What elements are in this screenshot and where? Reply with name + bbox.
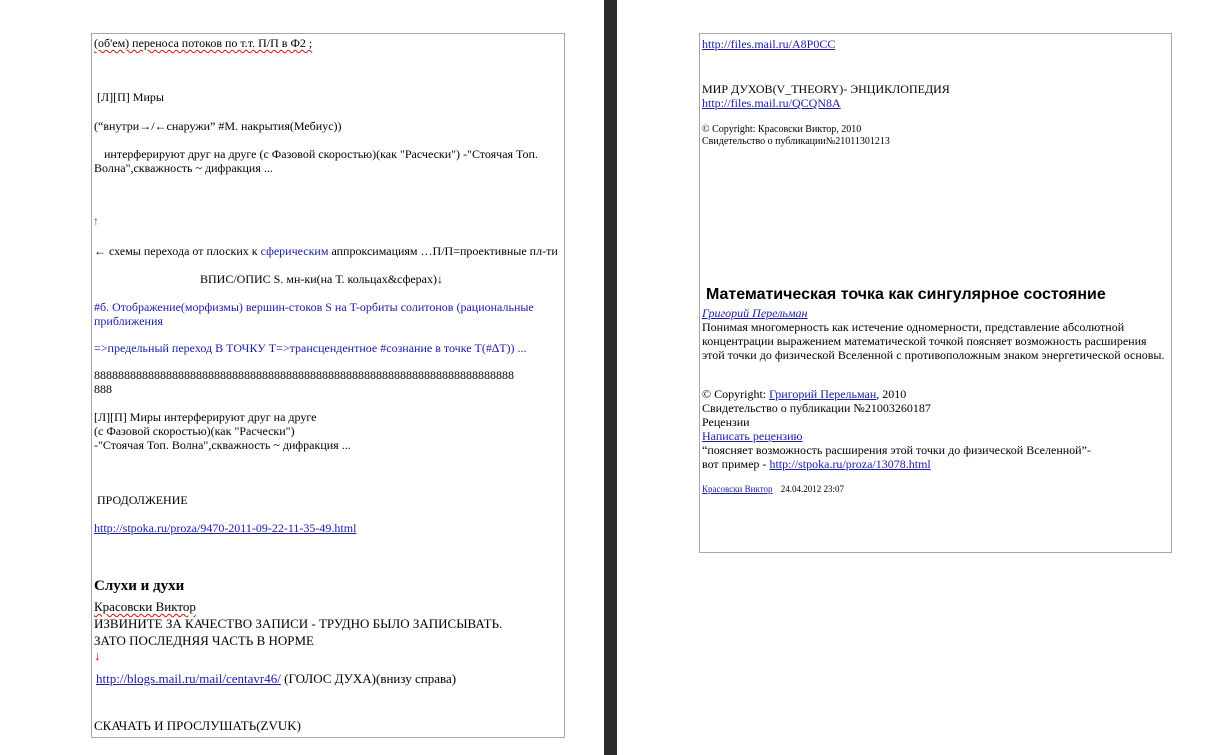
- article-body: Понимая многомерность как истечение одномерности, представление абсолютной: [702, 320, 1125, 334]
- text-line: [94, 36, 312, 50]
- text-line: (“внутри→/←снаружи” #М. накрытия(Мебиус)): [94, 119, 342, 133]
- story-title: Слухи и духи: [94, 578, 185, 594]
- blog-line: http://blogs.mail.ru/mail/centavr46/ (ГОЛОС ДУХА)(внизу справа): [96, 671, 457, 686]
- encyclopedia-title: МИР ДУХОВ(V_THEORY)- ЭНЦИКЛОПЕДИЯ: [702, 82, 950, 96]
- signature-line: [702, 484, 844, 495]
- quote-line: “поясняет возможность расширения этой точки до физической Вселенной”-: [702, 443, 1091, 457]
- story-note: ИЗВИНИТЕ ЗА КАЧЕСТВО ЗАПИСИ - ТРУДНО БЫЛО ЗАПИСЫВАТЬ.: [94, 616, 503, 631]
- signature-date: 24.04.2012 23:07: [780, 484, 845, 494]
- files-link-1[interactable]: http://files.mail.ru/A8P0CC: [702, 37, 836, 51]
- text-line: (с Фазовой скоростью)(как "Расчески"): [94, 424, 295, 438]
- story-author: Красовски Виктор: [94, 599, 196, 614]
- text-line: [Л][П] Миры интерферируют друг на друге: [94, 410, 317, 424]
- files-link-2[interactable]: http://files.mail.ru/QCQN8A: [702, 96, 841, 110]
- right-page: [617, 0, 1223, 755]
- article-heading: Математическая точка как сингулярное состояние: [706, 286, 1106, 303]
- text-line: Волна",скважность ~ дифракция ...: [94, 161, 273, 175]
- write-review-link[interactable]: Написать рецензию: [702, 429, 803, 443]
- line-transfer: (об'ем) переноса потоков по т.т. П/П в Ф2 ;: [94, 36, 313, 50]
- arrow-up-icon: ↑: [93, 214, 99, 228]
- certificate-line: Свидетельство о публикации№21011301213: [702, 136, 890, 147]
- text-line: #б. Отображение(морфизмы) вершин-стоков S на T-орбиты солитонов (рациональные: [94, 300, 534, 314]
- text-line: ВПИС/ОПИС S. мн-ки(на Т. кольцах&сферах)↓: [200, 272, 443, 286]
- author-link[interactable]: Григорий Перельман: [702, 306, 808, 320]
- text-line: ← схемы перехода от плоских к сферическим аппроксимациям …П/П=проективные пл-ти: [94, 244, 558, 258]
- certificate-line: Свидетельство о публикации №21003260187: [702, 401, 931, 415]
- left-page: [0, 0, 604, 755]
- copyright-line: © Copyright: Красовски Виктор, 2010: [702, 124, 862, 135]
- example-link[interactable]: http://stpoka.ru/proza/13078.html: [769, 457, 931, 471]
- copyright-author-link[interactable]: Григорий Перельман: [769, 387, 877, 401]
- copyright-line: © Copyright: Григорий Перельман, 2010: [702, 387, 907, 401]
- text-line: интерферируют друг на друге (с Фазовой скоростью)(как "Расчески") -"Стоячая Топ.: [104, 147, 538, 161]
- example-line: вот пример - http://stpoka.ru/proza/13078.html: [702, 457, 931, 471]
- text-line: приближения: [94, 314, 163, 328]
- continue-link[interactable]: http://stpoka.ru/proza/9470-2011-09-22-11-35-49.html: [94, 521, 357, 535]
- text-line: =>предельный переход В ТОЧКУ Т=>трансцендентное #сознание в точке Т(#∆Т)) ...: [94, 341, 527, 355]
- continue-label: ПРОДОЛЖЕНИЕ: [97, 493, 188, 507]
- text-line: 888: [94, 382, 112, 396]
- text-line: -"Стоячая Топ. Волна",скважность ~ дифракция ...: [94, 438, 351, 452]
- download-label: СКАЧАТЬ И ПРОСЛУШАТЬ(ZVUK): [94, 718, 301, 733]
- blog-link[interactable]: http://blogs.mail.ru/mail/centavr46/: [96, 671, 281, 686]
- signature-author-link[interactable]: Красовски Виктор: [702, 484, 773, 494]
- text-line: 8888888888888888888888888888888888888888888888888888888888888888888888: [94, 368, 514, 382]
- arrow-down-icon: ↓: [94, 648, 101, 663]
- story-note: ЗАТО ПОСЛЕДНЯЯ ЧАСТЬ В НОРМЕ: [94, 633, 314, 648]
- article-body: этой точки до физической Вселенной с противоположным знаком энергетической основы.: [702, 348, 1165, 362]
- text-line: [Л][П] Миры: [97, 90, 164, 104]
- article-body: концентрации выражением математической точкой поясняет возможность расширения: [702, 334, 1147, 348]
- reviews-label: Рецензии: [702, 415, 750, 429]
